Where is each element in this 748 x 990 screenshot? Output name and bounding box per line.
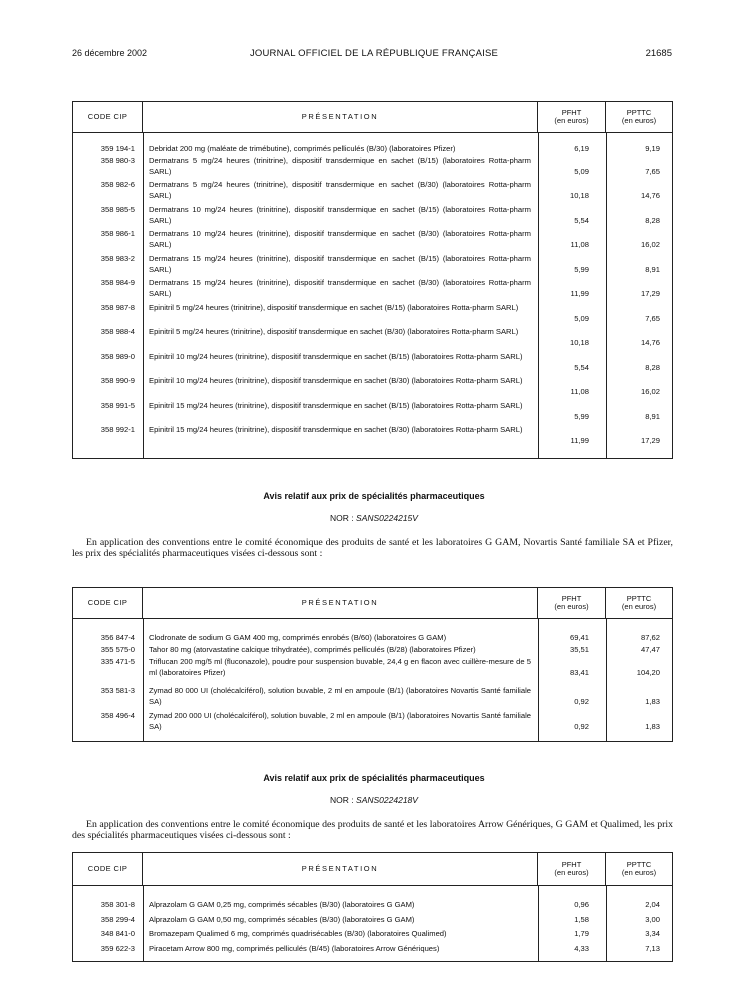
pfht-value: 0,92 <box>574 722 589 731</box>
col-header-presentation: PRÉSENTATION <box>143 853 538 885</box>
table-header <box>73 853 672 886</box>
pfht-value: 6,19 <box>574 144 589 153</box>
table-row <box>73 929 672 944</box>
ppttc-value: 7,13 <box>645 944 660 953</box>
table-row <box>73 633 672 645</box>
cip-code: 348 841-0 <box>100 929 135 938</box>
ppttc-value: 9,19 <box>645 144 660 153</box>
table-row <box>73 376 672 401</box>
cip-code: 359 622-3 <box>100 944 135 953</box>
table-row <box>73 303 672 327</box>
cip-code: 353 581-3 <box>100 686 135 695</box>
col-header-pfht: PFHT (en euros) <box>538 588 606 618</box>
cip-code: 356 847-4 <box>100 633 135 642</box>
page-number: 21685 <box>645 48 672 59</box>
table-row <box>73 156 672 180</box>
pfht-value: 10,18 <box>569 191 589 200</box>
cip-code: 358 988-4 <box>100 327 135 336</box>
nor-reference: NOR : SANS0224218V <box>330 795 418 805</box>
pfht-value: 5,54 <box>574 363 589 372</box>
col-header-presentation: PRÉSENTATION <box>143 102 538 132</box>
col-header-ppttc: PPTTC (en euros) <box>621 860 657 877</box>
table-row <box>73 278 672 303</box>
pfht-value: 5,99 <box>574 412 589 421</box>
table-row <box>73 144 672 156</box>
journal-title: JOURNAL OFFICIEL DE LA RÉPUBLIQUE FRANÇAISE <box>249 48 499 59</box>
cip-code: 358 496-4 <box>100 711 135 720</box>
ppttc-value: 3,34 <box>645 929 660 938</box>
price-table-2 <box>72 587 673 742</box>
col-header-pfht: PFHT (en euros) <box>538 853 606 885</box>
table-row <box>73 229 672 254</box>
ppttc-value: 7,65 <box>645 167 660 176</box>
pfht-value: 5,99 <box>574 265 589 274</box>
cip-code: 335 471-5 <box>100 657 135 666</box>
ppttc-value: 16,02 <box>640 387 660 396</box>
cip-code: 358 986-1 <box>100 229 135 238</box>
presentation-text: Dermatrans 15 mg/24 heures (trinitrine), dispositif transdermique en sachet (B/30) (laboratoires Rotta-pharm SARL) <box>149 278 531 298</box>
presentation-text: Dermatrans 5 mg/24 heures (trinitrine), dispositif transdermique en sachet (B/15) (laboratoires Rotta-pharm SARL) <box>149 156 531 176</box>
col-header-pfht: PFHT (en euros) <box>538 102 606 132</box>
ppttc-value: 16,02 <box>640 240 660 249</box>
pfht-value: 69,41 <box>569 633 589 642</box>
table-row <box>73 205 672 229</box>
cip-code: 358 991-5 <box>100 401 135 410</box>
table-row <box>73 711 672 735</box>
table-row <box>73 327 672 352</box>
cip-code: 358 299-4 <box>100 915 135 924</box>
pfht-value: 11,99 <box>570 289 589 298</box>
pfht-value: 11,08 <box>570 387 589 396</box>
ppttc-value: 1,83 <box>645 697 660 706</box>
presentation-text: Tahor 80 mg (atorvastatine calcique trihydratée), comprimés pelliculés (B/28) (laboratoires Pfizer) <box>149 645 476 654</box>
ppttc-value: 8,91 <box>645 412 660 421</box>
col-header-presentation: PRÉSENTATION <box>143 588 538 618</box>
pfht-value: 35,51 <box>569 645 589 654</box>
presentation-text: Alprazolam G GAM 0,25 mg, comprimés sécables (B/30) (laboratoires G GAM) <box>149 900 415 909</box>
col-header-ppttc: PPTTC (en euros) <box>621 594 657 611</box>
presentation-text: Piracetam Arrow 800 mg, comprimés pelliculés (B/45) (laboratoires Arrow Génériques) <box>149 944 440 953</box>
notice-text: En application des conventions entre le comité économique des produits de santé et les laboratoires G GAM, Novartis Santé familiale SA et Pfizer, les prix des spécialités pharmaceutiques visées ci-dessous sont : <box>72 537 673 559</box>
ppttc-value: 2,04 <box>645 900 660 909</box>
col-header-code: CODE CIP <box>73 588 143 618</box>
col-header-ppttc: PPTTC (en euros) <box>621 108 657 125</box>
cip-code: 358 989-0 <box>100 352 135 361</box>
price-table-1 <box>72 101 673 459</box>
pfht-value: 5,09 <box>574 314 589 323</box>
col-header-code: CODE CIP <box>73 853 143 885</box>
pfht-value: 1,58 <box>574 915 589 924</box>
presentation-text: Debridat 200 mg (maléate de trimébutine), comprimés pelliculés (B/30) (laboratoires Pfizer) <box>149 144 456 153</box>
presentation-text: Epinitril 5 mg/24 heures (trinitrine), dispositif transdermique en sachet (B/15) (laboratoires Rotta-pharm SARL) <box>149 303 519 312</box>
ppttc-value: 14,76 <box>640 191 660 200</box>
table-row <box>73 657 672 681</box>
page-header <box>0 48 748 62</box>
table-row <box>73 180 672 205</box>
notice-title: Avis relatif aux prix de spécialités pharmaceutiques <box>263 773 485 783</box>
pfht-value: 10,18 <box>569 338 589 347</box>
presentation-text: Bromazepam Qualimed 6 mg, comprimés quadrisécables (B/30) (laboratoires Qualimed) <box>149 929 447 938</box>
notice-title: Avis relatif aux prix de spécialités pharmaceutiques <box>263 491 485 501</box>
cip-code: 358 983-2 <box>100 254 135 263</box>
presentation-text: Zymad 200 000 UI (cholécalciférol), solution buvable, 2 ml en ampoule (B/1) (laboratoires Novartis Santé familiale SA) <box>149 711 531 731</box>
table-row <box>73 944 672 958</box>
pfht-value: 83,41 <box>569 668 589 677</box>
presentation-text: Epinitril 10 mg/24 heures (trinitrine), dispositif transdermique en sachet (B/15) (laboratoires Rotta-pharm SARL) <box>149 352 523 361</box>
pfht-value: 11,99 <box>570 436 589 445</box>
table-row <box>73 915 672 929</box>
cip-code: 359 194-1 <box>100 144 135 153</box>
table-row <box>73 900 672 915</box>
presentation-text: Epinitril 15 mg/24 heures (trinitrine), dispositif transdermique en sachet (B/15) (laboratoires Rotta-pharm SARL) <box>149 401 523 410</box>
ppttc-value: 8,28 <box>645 363 660 372</box>
presentation-text: Alprazolam G GAM 0,50 mg, comprimés sécables (B/30) (laboratoires G GAM) <box>149 915 415 924</box>
ppttc-value: 3,00 <box>645 915 660 924</box>
cip-code: 358 982-6 <box>100 180 135 189</box>
table-row <box>73 254 672 278</box>
ppttc-value: 7,65 <box>645 314 660 323</box>
presentation-text: Dermatrans 10 mg/24 heures (trinitrine), dispositif transdermique en sachet (B/15) (laboratoires Rotta-pharm SARL) <box>149 205 531 225</box>
table-row <box>73 686 672 710</box>
ppttc-value: 87,62 <box>640 633 660 642</box>
ppttc-value: 8,28 <box>645 216 660 225</box>
presentation-text: Triflucan 200 mg/5 ml (fluconazole), poudre pour suspension buvable, 24,4 g en flacon avec cuillère-mesure de 5 ml (laboratoires Pfizer) <box>149 657 531 677</box>
pfht-value: 1,79 <box>574 929 589 938</box>
table-row <box>73 401 672 425</box>
cip-code: 358 987-8 <box>100 303 135 312</box>
ppttc-value: 17,29 <box>640 289 660 298</box>
presentation-text: Epinitril 15 mg/24 heures (trinitrine), dispositif transdermique en sachet (B/30) (laboratoires Rotta-pharm SARL) <box>149 425 523 434</box>
cip-code: 358 984-9 <box>100 278 135 287</box>
issue-date: 26 décembre 2002 <box>72 48 148 58</box>
ppttc-value: 104,20 <box>636 668 660 677</box>
presentation-text: Epinitril 5 mg/24 heures (trinitrine), dispositif transdermique en sachet (B/30) (laboratoires Rotta-pharm SARL) <box>149 327 519 336</box>
cip-code: 358 301-8 <box>100 900 135 909</box>
presentation-text: Dermatrans 15 mg/24 heures (trinitrine), dispositif transdermique en sachet (B/15) (laboratoires Rotta-pharm SARL) <box>149 254 531 274</box>
table-header <box>73 102 672 133</box>
pfht-value: 0,96 <box>574 900 589 909</box>
ppttc-value: 47,47 <box>640 645 660 654</box>
cip-code: 358 985-5 <box>100 205 135 214</box>
presentation-text: Epinitril 10 mg/24 heures (trinitrine), dispositif transdermique en sachet (B/30) (laboratoires Rotta-pharm SARL) <box>149 376 523 385</box>
ppttc-value: 14,76 <box>640 338 660 347</box>
table-row <box>73 425 672 449</box>
price-table-3 <box>72 852 673 962</box>
ppttc-value: 1,83 <box>645 722 660 731</box>
cip-code: 355 575-0 <box>100 645 135 654</box>
pfht-value: 5,09 <box>574 167 589 176</box>
cip-code: 358 980-3 <box>100 156 135 165</box>
presentation-text: Dermatrans 5 mg/24 heures (trinitrine), dispositif transdermique en sachet (B/30) (laboratoires Rotta-pharm SARL) <box>149 180 531 200</box>
table-header <box>73 588 672 619</box>
cip-code: 358 990-9 <box>100 376 135 385</box>
presentation-text: Zymad 80 000 UI (cholécalciférol), solution buvable, 2 ml en ampoule (B/1) (laboratoires Novartis Santé familiale SA) <box>149 686 531 706</box>
table-row <box>73 645 672 657</box>
presentation-text: Dermatrans 10 mg/24 heures (trinitrine), dispositif transdermique en sachet (B/30) (laboratoires Rotta-pharm SARL) <box>149 229 531 249</box>
col-header-code: CODE CIP <box>73 102 143 132</box>
notice-text: En application des conventions entre le comité économique des produits de santé et les laboratoires Arrow Génériques, G GAM et Qualimed, les prix des spécialités pharmaceutiques visées ci-dessous sont : <box>72 819 673 841</box>
presentation-text: Clodronate de sodium G GAM 400 mg, comprimés enrobés (B/60) (laboratoires G GAM) <box>149 633 447 642</box>
nor-reference: NOR : SANS0224215V <box>330 513 418 523</box>
table-row <box>73 352 672 376</box>
ppttc-value: 8,91 <box>645 265 660 274</box>
pfht-value: 0,92 <box>574 697 589 706</box>
pfht-value: 5,54 <box>574 216 589 225</box>
pfht-value: 11,08 <box>570 240 589 249</box>
cip-code: 358 992-1 <box>100 425 135 434</box>
ppttc-value: 17,29 <box>640 436 660 445</box>
pfht-value: 4,33 <box>574 944 589 953</box>
